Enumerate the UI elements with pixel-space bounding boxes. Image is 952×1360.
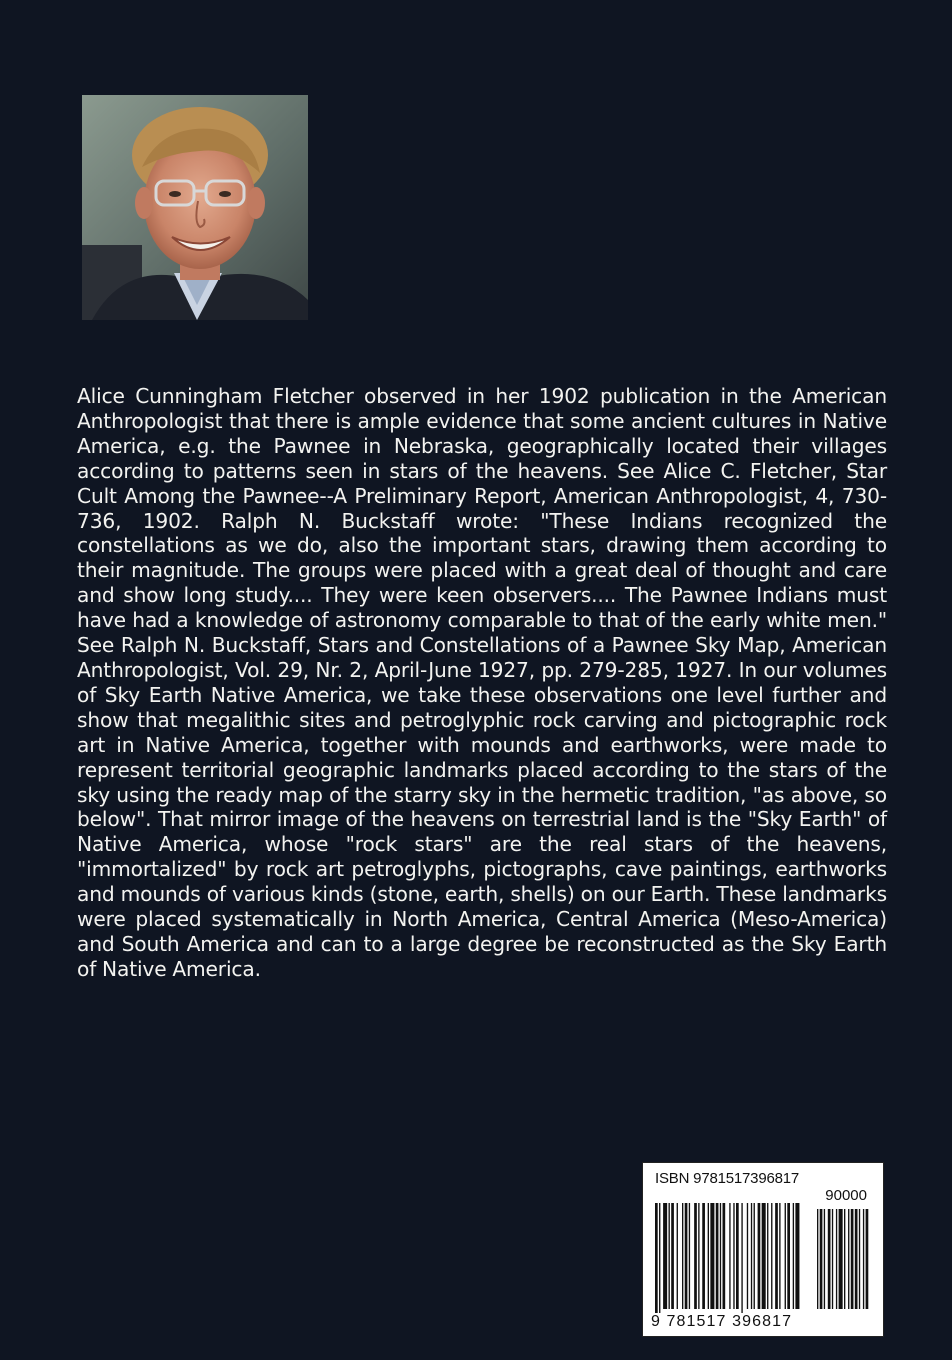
barcode-bar bbox=[729, 1203, 730, 1309]
barcode-bar bbox=[762, 1203, 766, 1309]
barcode-bar bbox=[775, 1203, 778, 1309]
barcode-addon-bar bbox=[820, 1209, 823, 1309]
barcode-bar bbox=[655, 1203, 658, 1313]
barcode-bar bbox=[685, 1203, 688, 1309]
barcode-bar bbox=[793, 1203, 794, 1309]
barcode-bar bbox=[669, 1203, 670, 1309]
barcode-bar bbox=[754, 1203, 755, 1309]
barcode-bar bbox=[689, 1203, 690, 1309]
barcode-bar bbox=[787, 1203, 790, 1309]
barcode-bar bbox=[682, 1203, 683, 1309]
barcode-addon-bar bbox=[866, 1209, 869, 1309]
author-portrait-icon bbox=[82, 95, 308, 320]
barcode-addon-bar bbox=[859, 1209, 860, 1309]
barcode-bar bbox=[708, 1203, 709, 1309]
price-code: 90000 bbox=[825, 1187, 867, 1204]
barcode-addon-bar bbox=[844, 1209, 845, 1309]
isbn-barcode bbox=[642, 1162, 884, 1337]
barcode-bar bbox=[710, 1203, 714, 1309]
barcode-addon-bar bbox=[836, 1209, 837, 1309]
barcode-bar bbox=[733, 1203, 734, 1309]
author-photo bbox=[82, 95, 308, 320]
barcode-bar bbox=[723, 1203, 726, 1309]
barcode-bar bbox=[795, 1203, 799, 1309]
barcode-bar bbox=[767, 1203, 768, 1309]
barcode-bar bbox=[698, 1203, 699, 1309]
barcode-digits: 9 781517 396817 bbox=[651, 1313, 793, 1330]
barcode-bars-icon bbox=[651, 1189, 877, 1313]
barcode-addon-bar bbox=[839, 1209, 843, 1309]
barcode-bar bbox=[785, 1203, 786, 1309]
barcode-bar bbox=[741, 1203, 742, 1313]
barcode-bar bbox=[758, 1203, 761, 1309]
back-cover-description: Alice Cunningham Fletcher observed in her 1902 publication in the American Anthropologist that there is ample evidence that some ancient cultures in Native America, e.g. the Pawnee in Nebraska, geographically located their villages according to patterns seen in stars of the heavens. See Alice C. Fletcher, Star Cult Among the Pawnee--A Preliminary Report, American Anthropologist, 4, 730-736, 1902. Ralph N. Buckstaff wrote: "These Indians recognized the constellations as we do, also the important stars, drawing them according to their magnitude. The groups were placed with a great deal of thought and care and show long study.... They were keen observers.... The Pawnee Indians must have had a knowledge of astronomy comparable to that of the early white men." See Ralph N. Buckstaff, Stars and Constellations of a Pawnee Sky Map, American Anthropologist, Vol. 29, Nr. 2, April-June 1927, pp. 279-285, 1927. In our volumes of Sky Earth Native America, we take these observations one level further and show that megalithic sites and petroglyphic rock carving and pictographic rock art in Native America, together with mounds and earthworks, were made to represent territorial geographic landmarks placed according to the stars of the sky using the ready map of the starry sky in the hermetic tradition, "as above, so below". That mirror image of the heavens on terrestrial land is the "Sky Earth" of Native America, whose "rock stars" are the real stars of the heavens, "immortalized" by rock art petroglyphs, pictographs, cave paintings, earthworks and mounds of various kinds (stone, earth, shells) on our Earth. These landmarks were placed systematically in North America, Central America (Meso-America) and South America and can to a large degree be reconstructed as the Sky Earth of Native America. bbox=[77, 384, 887, 981]
barcode-bar bbox=[736, 1203, 739, 1309]
isbn-label: ISBN 9781517396817 bbox=[655, 1170, 800, 1187]
barcode-bar bbox=[677, 1203, 678, 1309]
barcode-addon-bar bbox=[824, 1209, 825, 1309]
barcode-bar bbox=[702, 1203, 705, 1309]
barcode-bar bbox=[720, 1203, 721, 1309]
barcode-bar bbox=[771, 1203, 772, 1309]
barcode-addon-bar bbox=[817, 1209, 818, 1309]
barcode-addon-bar bbox=[863, 1209, 864, 1309]
barcode-bar bbox=[747, 1203, 748, 1309]
barcode-addon-bar bbox=[848, 1209, 849, 1309]
barcode-bar bbox=[751, 1203, 752, 1309]
barcode-bar bbox=[659, 1203, 660, 1313]
barcode-addon-bar bbox=[832, 1209, 833, 1309]
barcode-bar bbox=[671, 1203, 674, 1309]
barcode-bar bbox=[694, 1203, 697, 1309]
barcode-addon-bar bbox=[855, 1209, 858, 1309]
barcode-addon-bar bbox=[851, 1209, 854, 1309]
barcode-bar bbox=[663, 1203, 667, 1309]
barcode-bar bbox=[716, 1203, 719, 1309]
barcode-addon-bar bbox=[828, 1209, 831, 1309]
barcode-bar bbox=[779, 1203, 780, 1309]
